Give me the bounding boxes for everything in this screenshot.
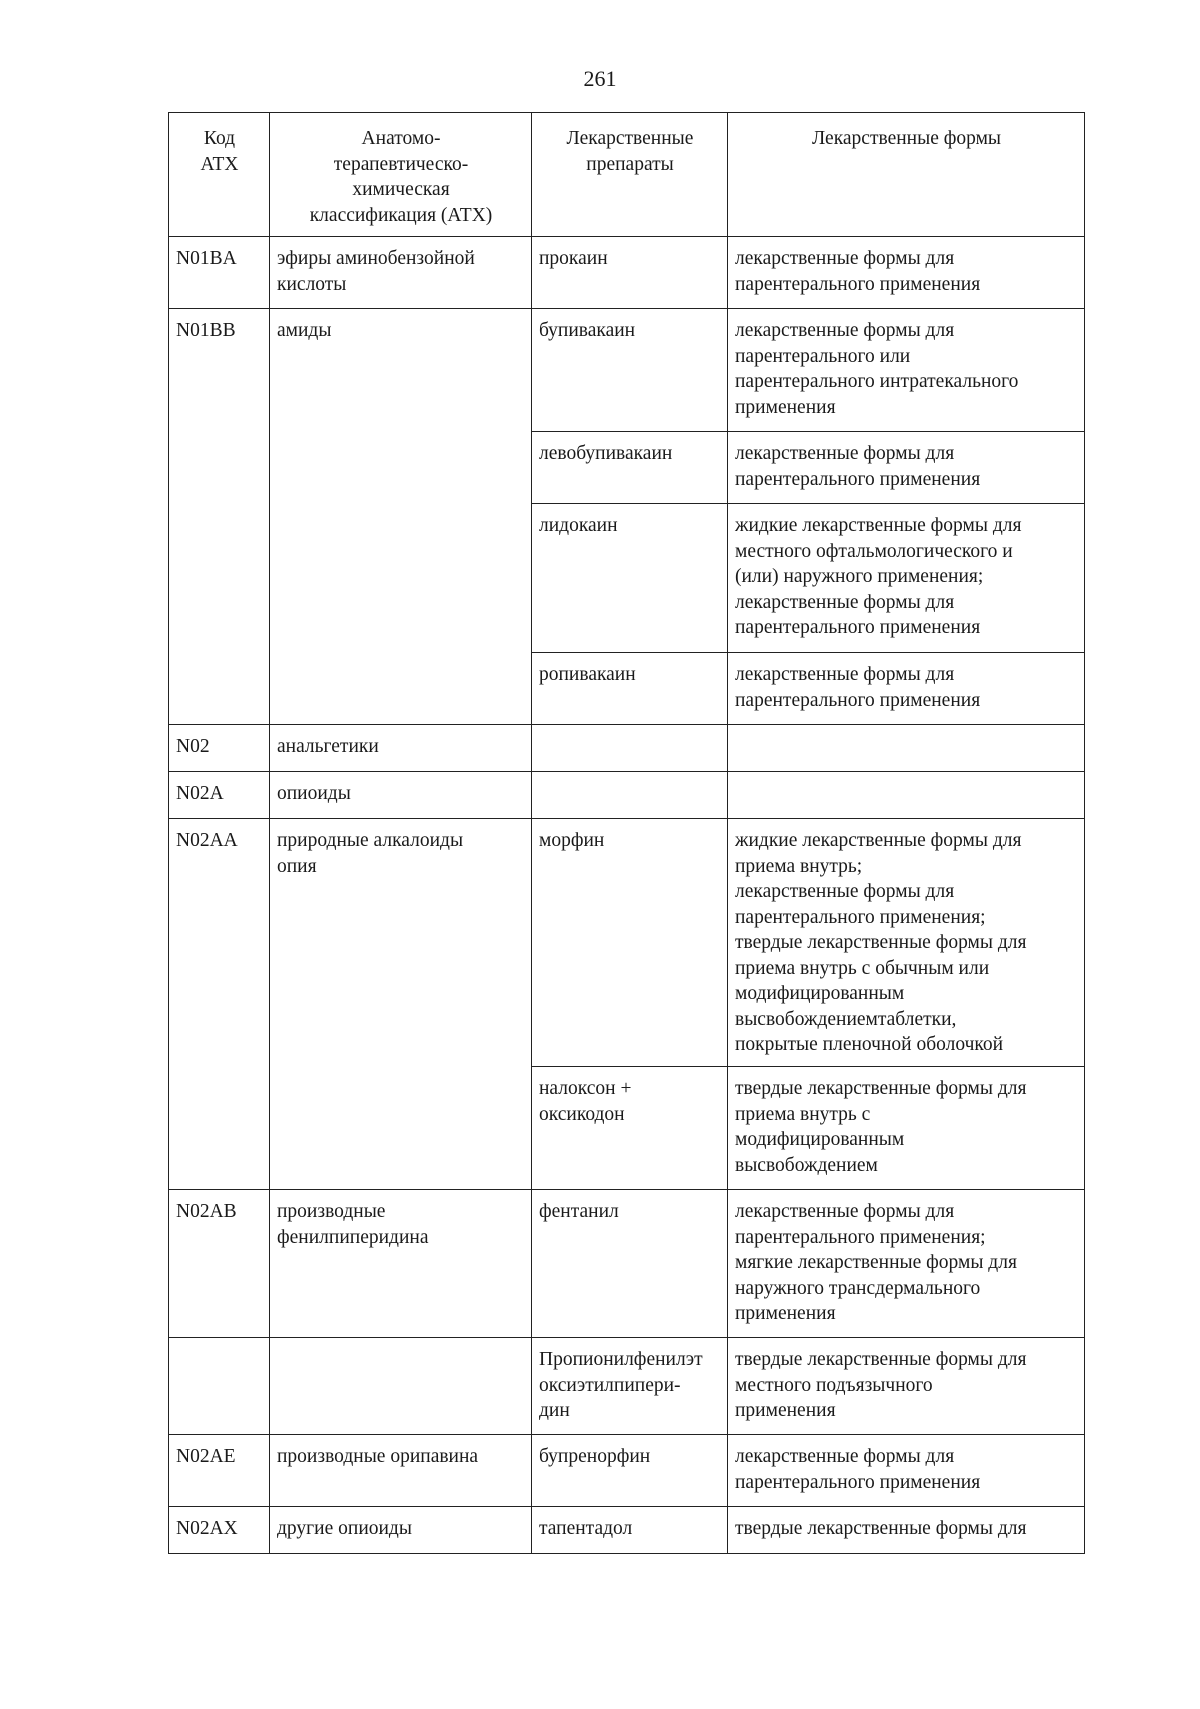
header-cell-form (728, 113, 1085, 237)
code-cell (169, 1435, 270, 1507)
dosage-form: жидкие лекарственные формы для местного офтальмологического и (или) наружного применения; лекарственные формы для парентерального применения (735, 515, 1022, 638)
dosage-form: твердые лекарственные формы для (735, 1518, 1027, 1539)
atc-code: N02 (176, 736, 210, 757)
dosage-form: лекарственные формы для парентерального применения (735, 664, 981, 711)
atc-class: амиды (277, 320, 332, 341)
table-row (169, 725, 1085, 772)
form-cell (728, 725, 1085, 772)
code-cell (169, 819, 270, 1190)
form-cell (728, 504, 1085, 653)
form-cell (728, 309, 1085, 432)
class-cell (270, 1435, 532, 1507)
drug-cell (532, 504, 728, 653)
code-cell (169, 237, 270, 309)
header-code-label: Код ATX (200, 128, 239, 175)
table-row (169, 1190, 1085, 1338)
dosage-form: лекарственные формы для парентерального применения; мягкие лекарственные формы для наружного трансдермального применения (735, 1201, 1017, 1324)
class-cell (270, 237, 532, 309)
dosage-form: лекарственные формы для парентерального применения (735, 443, 981, 490)
drug-name: тапентадол (539, 1518, 633, 1539)
table-row (169, 819, 1085, 1067)
table-row (169, 237, 1085, 309)
header-class-label: Анатомо- терапевтическо- химическая классификация (АТХ) (309, 128, 493, 226)
header-cell-drug (532, 113, 728, 237)
atc-class: эфиры аминобензойной кислоты (277, 248, 475, 295)
form-cell (728, 432, 1085, 504)
form-cell (728, 1507, 1085, 1554)
form-cell (728, 772, 1085, 819)
drug-cell (532, 1190, 728, 1338)
drug-cell (532, 237, 728, 309)
form-cell (728, 1067, 1085, 1190)
dosage-form: твердые лекарственные формы для приема внутрь с модифицированным высвобождением (735, 1078, 1027, 1176)
drug-cell (532, 1338, 728, 1435)
drug-cell (532, 653, 728, 725)
class-cell (270, 1338, 532, 1435)
drug-cell (532, 432, 728, 504)
form-cell (728, 819, 1085, 1067)
dosage-form: лекарственные формы для парентерального применения (735, 248, 981, 295)
atc-code: N02AB (176, 1201, 237, 1222)
drug-name: Пропионилфенилэт оксиэтилпипери- дин (539, 1349, 703, 1421)
drug-name: ропивакаин (539, 664, 636, 685)
table-row (169, 1435, 1085, 1507)
header-cell-class (270, 113, 532, 237)
drug-name: налоксон + оксикодон (539, 1078, 632, 1125)
atc-code: N01BA (176, 248, 237, 269)
drug-name: фентанил (539, 1201, 619, 1222)
code-cell (169, 1507, 270, 1554)
atc-table (168, 112, 1085, 1554)
drug-name: бупренорфин (539, 1446, 651, 1467)
atc-code: N02A (176, 783, 224, 804)
class-cell (270, 725, 532, 772)
page-number: 261 (583, 66, 617, 91)
atc-code: N02AA (176, 830, 238, 851)
code-cell (169, 309, 270, 725)
drug-cell (532, 819, 728, 1067)
class-cell (270, 1190, 532, 1338)
atc-class: опиоиды (277, 783, 351, 804)
atc-class: производные орипавина (277, 1446, 479, 1467)
class-cell (270, 1507, 532, 1554)
code-cell (169, 1338, 270, 1435)
drug-name: морфин (539, 830, 605, 851)
code-cell (169, 772, 270, 819)
dosage-form: лекарственные формы для парентерального применения (735, 1446, 981, 1493)
table-header-row (169, 113, 1085, 237)
atc-code: N02AX (176, 1518, 238, 1539)
table-row (169, 309, 1085, 432)
drug-name: левобупивакаин (539, 443, 673, 464)
atc-code: N01BB (176, 320, 236, 341)
code-cell (169, 725, 270, 772)
code-cell (169, 1190, 270, 1338)
form-cell (728, 1190, 1085, 1338)
header-cell-code (169, 113, 270, 237)
drug-cell (532, 1507, 728, 1554)
drug-name: бупивакаин (539, 320, 636, 341)
form-cell (728, 1338, 1085, 1435)
drug-cell (532, 772, 728, 819)
atc-class: природные алкалоиды опия (277, 830, 464, 877)
drug-cell (532, 1067, 728, 1190)
form-cell (728, 237, 1085, 309)
atc-code: N02AE (176, 1446, 236, 1467)
dosage-form: жидкие лекарственные формы для приема внутрь; лекарственные формы для парентерального применения; твердые лекарственные формы для приема внутрь с обычным или модифицированным высвобождениемтаблетки, покрытые пленочной оболочкой (735, 830, 1027, 1055)
drug-cell (532, 725, 728, 772)
drug-name: прокаин (539, 248, 608, 269)
drug-name: лидокаин (539, 515, 618, 536)
class-cell (270, 309, 532, 725)
atc-class: анальгетики (277, 736, 379, 757)
header-drug-label: Лекарственные препараты (566, 128, 694, 175)
class-cell (270, 819, 532, 1190)
form-cell (728, 1435, 1085, 1507)
table-row (169, 1338, 1085, 1435)
atc-class: другие опиоиды (277, 1518, 412, 1539)
drug-cell (532, 309, 728, 432)
table-row (169, 1507, 1085, 1554)
class-cell (270, 772, 532, 819)
table-row (169, 772, 1085, 819)
form-cell (728, 653, 1085, 725)
header-form-label: Лекарственные формы (811, 128, 1002, 149)
dosage-form: твердые лекарственные формы для местного подъязычного применения (735, 1349, 1027, 1421)
drug-cell (532, 1435, 728, 1507)
atc-class: производные фенилпиперидина (277, 1201, 429, 1248)
dosage-form: лекарственные формы для парентерального или парентерального интратекального применения (735, 320, 1019, 418)
